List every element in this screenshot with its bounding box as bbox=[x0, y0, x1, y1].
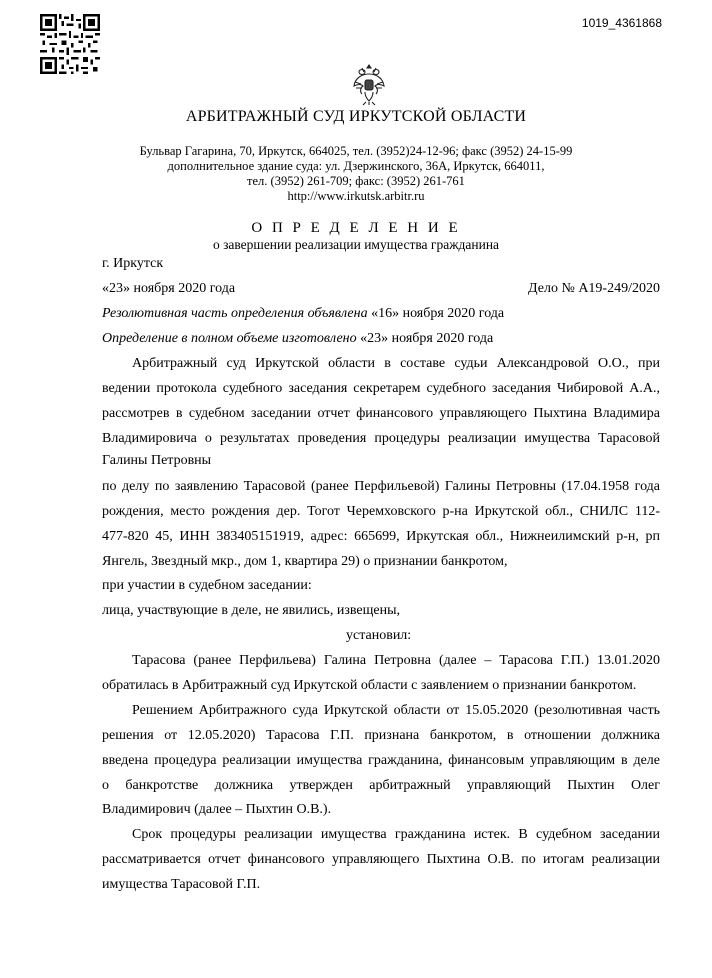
body-line: ведении протокола судебного заседания секретарем судебного заседания Чибировой А.А., bbox=[102, 381, 660, 396]
court-address-line-3: тел. (3952) 261-709; факс: (3952) 261-761 bbox=[247, 174, 465, 188]
body-line: обратилась в Арбитражный суд Иркутской области с заявлением о признании банкротом. bbox=[102, 678, 637, 693]
body-line: Владимировича о результатах проведения процедуры реализации имущества Тарасовой bbox=[102, 431, 660, 446]
body-line: 477-820 45, ИНН 383405151919, адрес: 665699, Иркутская обл., Нижнеилимский р-н, рп bbox=[102, 529, 660, 544]
document-title: О П Р Е Д Е Л Е Н И Е bbox=[251, 220, 461, 236]
body-line: Янгель, Звездный мкр., дом 1, квартира 29) о признании банкротом, bbox=[102, 554, 508, 569]
body-line: введена процедура реализации имущества гражданина, финансовым управляющим в деле bbox=[102, 753, 660, 768]
document-date: «23» ноября 2020 года bbox=[102, 281, 236, 296]
coat-of-arms-icon bbox=[352, 62, 386, 106]
court-address-line-2: дополнительное здание суда: ул. Дзержинского, 36А, Иркутск, 664011, bbox=[167, 159, 545, 173]
body-line: рассмотрев в судебном заседании отчет финансового управляющего Пыхтина Владимира bbox=[102, 406, 660, 421]
case-number: Дело № А19-249/2020 bbox=[528, 281, 660, 296]
body-line: Владимирович (далее – Пыхтин О.В.). bbox=[102, 802, 332, 817]
court-address-line-1: Бульвар Гагарина, 70, Иркутск, 664025, тел. (3952)24-12-96; факс (3952) 24-15-99 bbox=[139, 144, 573, 158]
document-id: 1019_4361868 bbox=[581, 16, 662, 30]
body-line: рождения, место рождения дер. Тогот Черемховского р-на Иркутской обл., СНИЛС 112- bbox=[102, 504, 660, 519]
full-text-label: Определение в полном объеме изготовлено bbox=[102, 331, 357, 346]
body-line: Срок процедуры реализации имущества гражданина истек. В судебном заседании bbox=[132, 827, 660, 842]
body-line: лица, участвующие в деле, не явились, извещены, bbox=[102, 603, 400, 618]
body-line: Решением Арбитражного суда Иркутской области от 15.05.2020 (резолютивная часть bbox=[132, 703, 660, 718]
body-line: Галины Петровны bbox=[102, 453, 212, 468]
body-line: решения от 12.05.2020) Тарасова Г.П. признана банкротом, в отношении должника bbox=[102, 728, 660, 743]
full-text-date-value: «23» ноября 2020 года bbox=[356, 331, 494, 346]
resolution-announced-date: «16» ноября 2020 года bbox=[367, 306, 505, 321]
body-line: о банкротстве должника утвержден арбитражный управляющий Пыхтин Олег bbox=[102, 778, 660, 793]
full-text-date bbox=[102, 331, 493, 347]
court-name: АРБИТРАЖНЫЙ СУД ИРКУТСКОЙ ОБЛАСТИ bbox=[185, 108, 527, 125]
resolution-announced bbox=[102, 306, 504, 322]
body-line: Арбитражный суд Иркутской области в составе судьи Александровой О.О., при bbox=[132, 356, 660, 371]
court-website-link[interactable]: http://www.irkutsk.arbitr.ru bbox=[287, 189, 425, 203]
body-line: рассматривается отчет финансового управляющего Пыхтина О.В. по итогам реализации bbox=[102, 852, 660, 867]
body-line: при участии в судебном заседании: bbox=[102, 578, 312, 593]
section-heading-established: установил: bbox=[346, 628, 412, 643]
document-subtitle: о завершении реализации имущества гражданина bbox=[212, 237, 500, 252]
resolution-announced-label: Резолютивная часть определения объявлена bbox=[102, 306, 368, 321]
body-line: Тарасова (ранее Перфильева) Галина Петровна (далее – Тарасова Г.П.) 13.01.2020 bbox=[132, 653, 660, 668]
body-line: по делу по заявлению Тарасовой (ранее Перфильевой) Галины Петровны (17.04.1958 года bbox=[102, 479, 660, 494]
qr-code bbox=[40, 14, 100, 74]
body-line: имущества Тарасовой Г.П. bbox=[102, 877, 261, 892]
city: г. Иркутск bbox=[102, 256, 164, 271]
